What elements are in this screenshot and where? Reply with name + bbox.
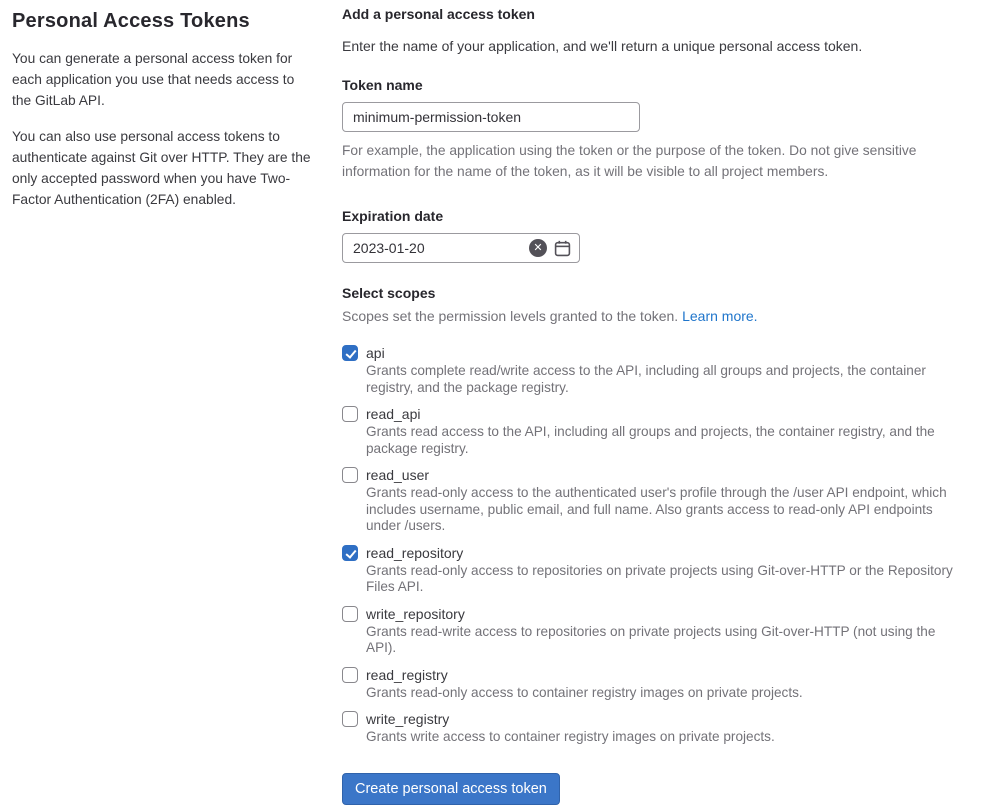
calendar-icon[interactable]	[554, 240, 571, 257]
scope-description: Grants complete read/write access to the API, including all groups and projects, the container registry, and the package registry.	[366, 363, 926, 395]
page-intro-paragraph-1: You can generate a personal access token for each application you use that needs access to the GitLab API.	[12, 51, 295, 108]
scope-checkbox[interactable]	[342, 467, 358, 483]
learn-more-link[interactable]: Learn more.	[682, 308, 758, 324]
token-name-help: For example, the application using the token or the purpose of the token. Do not give sensitive information for the name of the token, as it will be visible to all project members.	[342, 143, 917, 179]
scope-description: Grants read-write access to repositories on private projects using Git-over-HTTP (not using the API).	[366, 623, 936, 655]
scope-name-label: read_api	[366, 406, 421, 422]
scope-description: Grants write access to container registry images on private projects.	[366, 729, 775, 744]
scope-name-label: read_repository	[366, 544, 464, 561]
form-heading: Add a personal access token	[342, 6, 535, 22]
add-token-form	[342, 6, 966, 805]
page-title: Personal Access Tokens	[12, 10, 250, 32]
expiration-date-group	[342, 208, 966, 263]
clear-date-icon[interactable]: ✕	[529, 239, 547, 257]
select-scopes-label: Select scopes	[342, 285, 436, 301]
scope-name-label: write_repository	[366, 605, 465, 622]
scope-row-write_registry	[342, 709, 966, 746]
expiration-date-input[interactable]	[343, 234, 519, 262]
scope-checkbox[interactable]	[342, 711, 358, 727]
select-scopes-group	[342, 285, 966, 746]
scope-description: Grants read-only access to container registry images on private projects.	[366, 684, 803, 700]
scope-checkbox[interactable]	[342, 667, 358, 683]
scope-description: Grants read access to the API, including all groups and projects, the container registry, and the package registry.	[366, 424, 935, 456]
scope-row-read_registry	[342, 665, 966, 702]
token-name-group	[342, 77, 966, 182]
expiration-date-label: Expiration date	[342, 208, 444, 224]
scope-checkbox[interactable]	[342, 545, 358, 561]
scope-checkbox[interactable]	[342, 406, 358, 422]
scope-row-read_repository	[342, 543, 966, 596]
scope-description: Grants read-only access to repositories on private projects using Git-over-HTTP or the Repository Files API.	[366, 562, 953, 594]
expiration-date-field	[342, 233, 580, 263]
create-token-button[interactable]: Create personal access token	[342, 773, 560, 805]
scope-name-label: api	[366, 345, 385, 361]
scope-name-label: read_user	[366, 467, 430, 483]
scope-checkbox[interactable]	[342, 606, 358, 622]
scope-checkbox[interactable]	[342, 345, 358, 361]
form-subheading: Enter the name of your application, and we'll return a unique personal access token.	[342, 38, 863, 54]
token-name-input[interactable]	[342, 102, 640, 132]
scope-row-write_repository	[342, 604, 966, 657]
scopes-help-text: Scopes set the permission levels granted to the token. Learn more.	[342, 308, 758, 324]
scope-name-label: read_registry	[366, 666, 448, 683]
scope-row-read_api	[342, 404, 966, 457]
scope-name-label: write_registry	[366, 711, 450, 727]
token-name-label: Token name	[342, 77, 423, 93]
scope-row-read_user	[342, 465, 966, 535]
scopes-list	[342, 343, 966, 746]
scope-description: Grants read-only access to the authenticated user's profile through the /user API endpoint, which includes username, public email, and full name. Also grants access to read-only API endpoints under /users.	[366, 485, 947, 533]
scope-row-api	[342, 343, 966, 396]
page-description-column	[12, 10, 314, 225]
page-intro-paragraph-2: You can also use personal access tokens to authenticate against Git over HTTP. They are the only accepted password when you have Two-Factor Authentication (2FA) enabled.	[12, 129, 311, 207]
